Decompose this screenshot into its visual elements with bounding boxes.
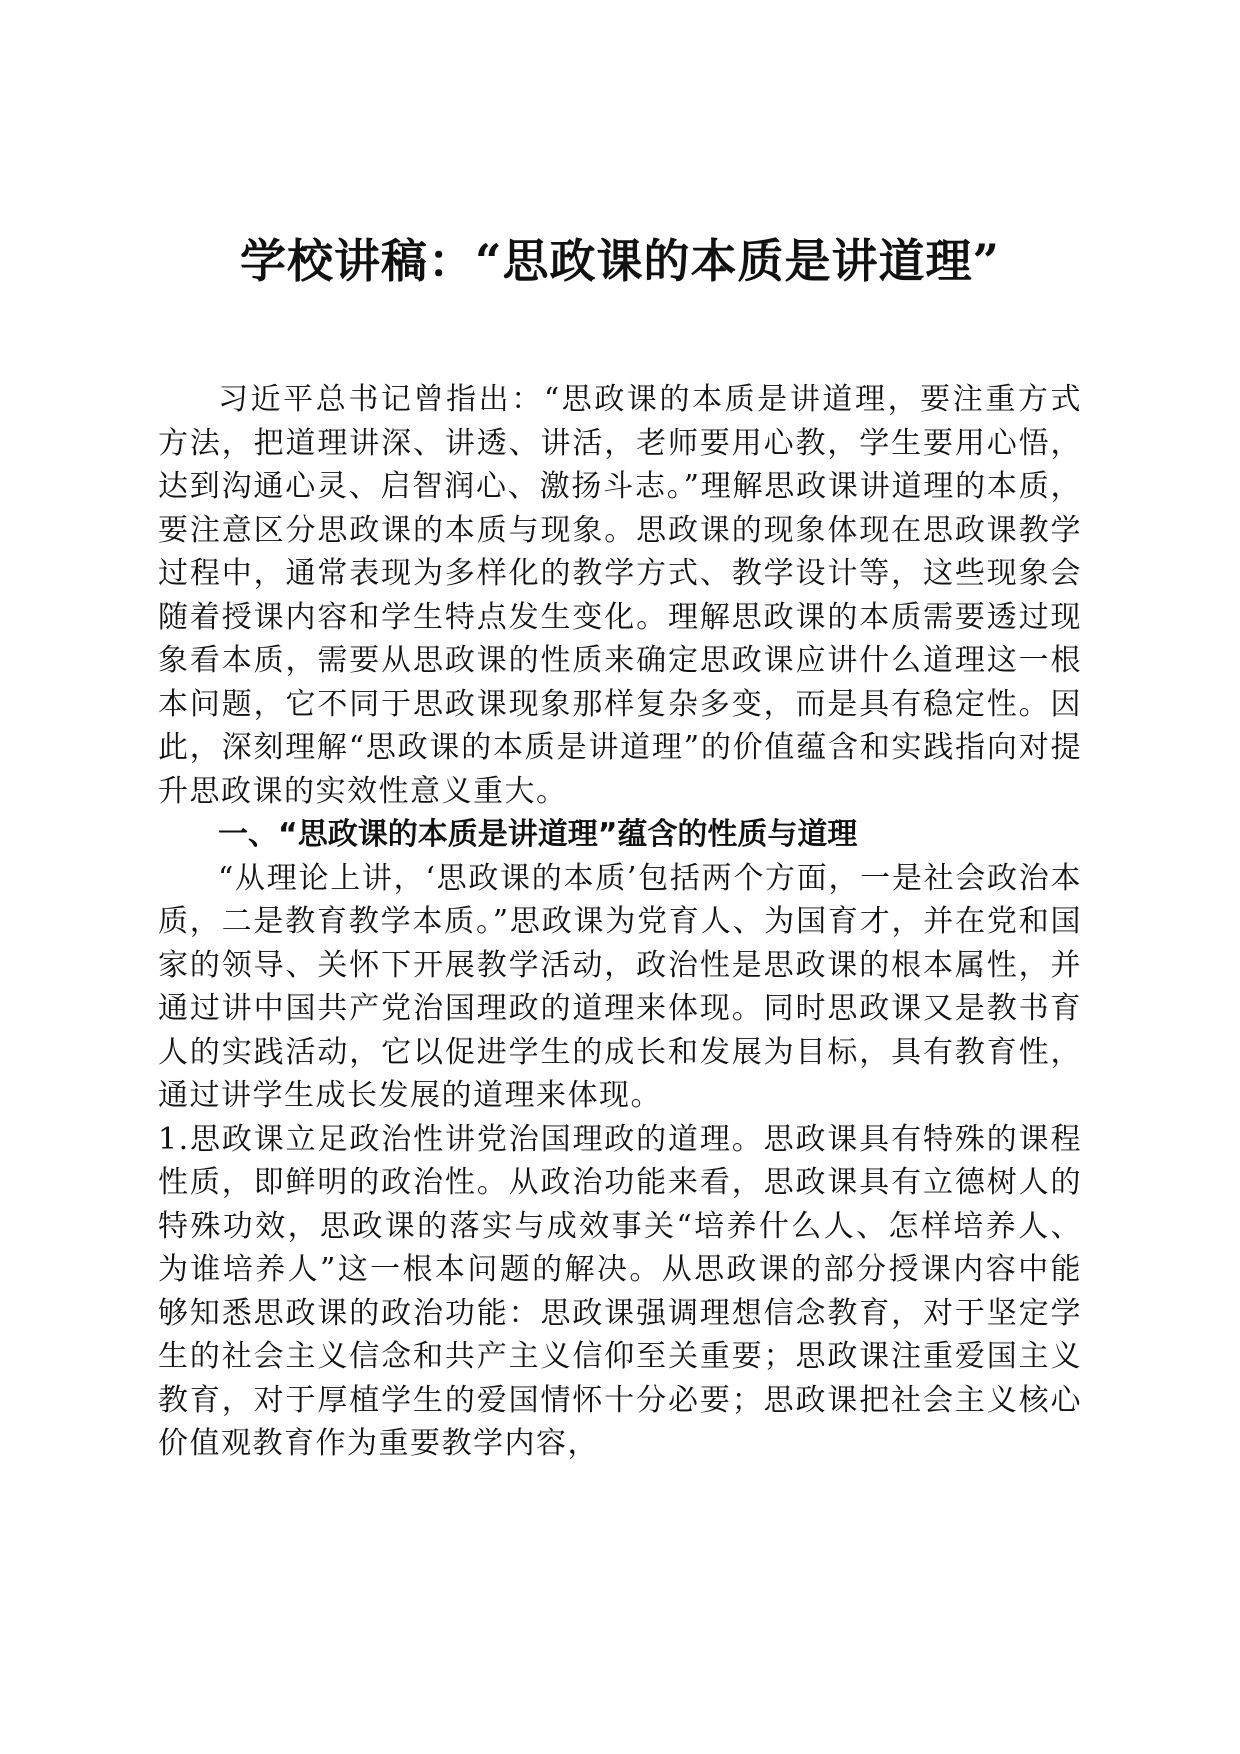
document-title: 学校讲稿：“思政课的本质是讲道理” [240, 234, 1000, 288]
section-paragraph-2: 1.思政课立足政治性讲党治国理政的道理。思政课具有特殊的课程性质，即鲜明的政治性。从政治功能来看，思政课具有立德树人的特殊功效，思政课的落实与成效事关“培养什么人、怎样培养人、为谁培养人”这一根本问题的解决。从思政课的部分授课内容中能够知悉思政课的政治功能：思政课强调理想信念教育，对于坚定学生的社会主义信念和共产主义信仰至关重要；思政课注重爱国主义教育，对于厚植学生的爱国情怀十分必要；思政课把社会主义核心价值观教育作为重要教学内容， [158, 1121, 1082, 1461]
section-heading-1: 一、“思政课的本质是讲道理”蕴含的性质与道理 [218, 817, 858, 852]
section-paragraph-1: “从理论上讲，‘思政课的本质’包括两个方面，一是社会政治本质，二是教育教学本质。”思政课为党育人、为国育才，并在党和国家的领导、关怀下开展教学活动，政治性是思政课的根本属性，并通过讲中国共产党治国理政的道理来体现。同时思政课又是教书育人的实践活动，它以促进学生的成长和发展为目标，具有教育性，通过讲学生成长发展的道理来体现。 [158, 860, 1082, 1113]
intro-paragraph: 习近平总书记曾指出：“思政课的本质是讲道理，要注重方式方法，把道理讲深、讲透、讲活，老师要用心教，学生要用心悟，达到沟通心灵、启智润心、激扬斗志。”理解思政课讲道理的本质，要注意区分思政课的本质与现象。思政课的现象体现在思政课教学过程中，通常表现为多样化的教学方式、教学设计等，这些现象会随着授课内容和学生特点发生变化。理解思政课的本质需要透过现象看本质，需要从思政课的性质来确定思政课应讲什么道理这一根本问题，它不同于思政课现象那样复杂多变，而是具有稳定性。因此，深刻理解“思政课的本质是讲道理”的价值蕴含和实践指向对提升思政课的实效性意义重大。 [158, 382, 1082, 809]
document-body [158, 378, 1082, 1466]
